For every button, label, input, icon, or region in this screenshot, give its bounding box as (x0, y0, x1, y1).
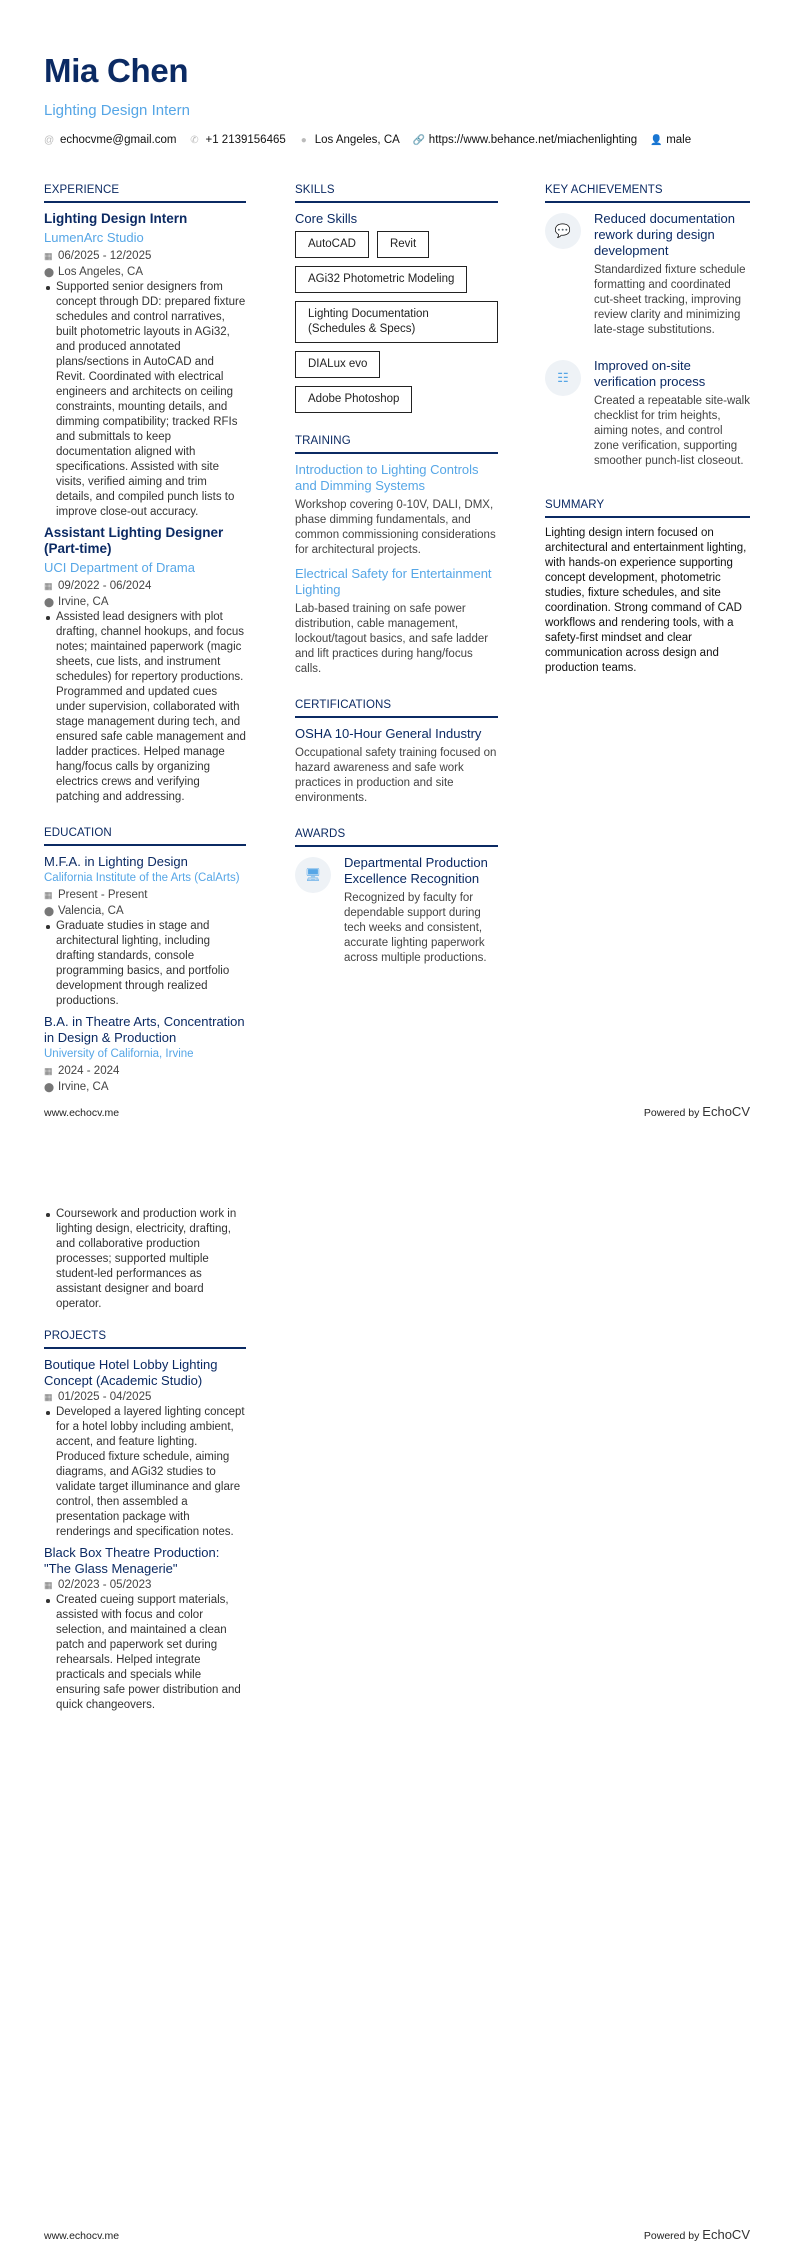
location-icon: ⬤ (44, 1082, 55, 1092)
phone-text: +1 2139156465 (205, 134, 286, 146)
training-title: Introduction to Lighting Controls and Dimming Systems (295, 462, 479, 493)
dates (44, 887, 246, 903)
skill-tags (295, 231, 498, 413)
achievement-desc: Created a repeatable site-walk checklist for trim heights, aiming notes, and control zone verification, supporting smoother punch-list closeout. (594, 395, 750, 467)
bullet: Supported senior designers from concept through DD: prepared fixture schedules and control narratives, built photometric layouts in AGi32, and produced annotated plans/sections in AutoCAD and Revit. Coordinated with electrical engineers and architects on ceiling constraints, mounting details, and dimming compatibility; tracked RFIs and submittals to keep documentation aligned with specifications. Assisted with site visits, verified aiming and trim details, and compiled punch lists to improve close-out accuracy. (44, 280, 246, 520)
training-desc: Lab-based training on safe power distribution, cable management, lockout/tagout basics, and safe ladder and lift practices during hang/focus calls. (295, 603, 489, 675)
bullet: Assisted lead designers with plot drafting, channel hookups, and focus notes; maintained paperwork (magic sheets, cue lists, and instrument schedules) for repertory productions. Programmed and updated cues under supervision, collaborated with stage management during tech, and ensured safe cable management and ladder practices. Helped manage hang/focus calls by organizing electrics crews and verifying patching and addressing. (44, 610, 246, 805)
left-column (44, 1207, 246, 1735)
company: LumenArc Studio (44, 230, 144, 245)
location-text: Irvine, CA (58, 596, 109, 608)
section-heading: SUMMARY (545, 499, 750, 518)
skill-tag: Lighting Documentation (Schedules & Specs) (295, 301, 498, 343)
section-heading: TRAINING (295, 435, 498, 454)
achievement-title: Reduced documentation rework during design development (594, 211, 735, 258)
powered-text: Powered by (643, 1107, 700, 1119)
education-entry (44, 1014, 246, 1095)
chat-bubble-icon: 💬 (545, 213, 581, 249)
section-heading: AWARDS (295, 828, 498, 847)
powered-text: Powered by (643, 2230, 700, 2242)
dates-text: 01/2025 - 04/2025 (58, 1391, 152, 1403)
contact-phone[interactable] (190, 134, 286, 146)
education-entry (44, 854, 246, 1009)
summary-text: Lighting design intern focused on architectural and entertainment lighting, with hands-on experience supporting concept development, photometric studies, fixture schedules, and site coordination. Strong command of CAD workflows and rendering tools, with a safety-first mindset and clear communication across design and production teams. (545, 527, 747, 674)
job-title: Lighting Design Intern (44, 211, 188, 226)
email-text: echocvme@gmail.com (60, 134, 177, 146)
skill-tag: DIALux evo (295, 351, 380, 378)
project-entry (44, 1357, 246, 1540)
location-icon: ⬤ (44, 267, 55, 277)
user-icon: 👤 (650, 134, 663, 146)
location-text: Los Angeles, CA (58, 266, 144, 278)
summary-section (545, 499, 750, 676)
certifications-section (295, 699, 498, 806)
award-item (295, 855, 498, 974)
achievement-title: Improved on-site verification process (594, 358, 706, 389)
experience-entry (44, 525, 246, 805)
achievement-desc: Standardized fixture schedule formatting and coordinated cut-sheet tracking, improving review clarity and minimizing late-stage substitutions. (594, 264, 746, 336)
gender-text: male (666, 134, 692, 146)
school: California Institute of the Arts (CalArts) (44, 872, 240, 884)
left-column (44, 184, 246, 1117)
bullet: Coursework and production work in lighting design, electricity, drafting, and collaborative production processes; supported multiple student-led performances as assistant designer and board operator. (44, 1207, 246, 1312)
experience-section (44, 184, 246, 805)
bullet: Developed a layered lighting concept for a hotel lobby including ambient, accent, and feature lighting. Produced fixture schedule, aiming diagrams, and AGi32 studies to validate target illuminance and glare control, then assembled a presentation package with renderings and specification notes. (44, 1405, 246, 1540)
contact-gender (650, 134, 691, 146)
location-icon: ⬤ (44, 597, 55, 607)
calendar-icon: ▦ (44, 1392, 53, 1402)
contact-link[interactable] (413, 134, 637, 146)
footer-site[interactable]: www.echocv.me (44, 1107, 120, 1119)
monitor-icon: 🖥 (295, 857, 331, 893)
dates (44, 578, 246, 594)
candidate-title: Lighting Design Intern (44, 102, 190, 119)
location-icon: ⬤ (44, 906, 55, 916)
awards-section (295, 828, 498, 974)
section-heading: KEY ACHIEVEMENTS (545, 184, 750, 203)
achievements-section (545, 184, 750, 477)
location-text: Valencia, CA (58, 905, 124, 917)
skill-tag: AutoCAD (295, 231, 369, 258)
calendar-icon: ▦ (44, 251, 53, 261)
at-icon: @ (44, 134, 55, 146)
location (44, 903, 246, 919)
contact-email[interactable] (44, 134, 177, 146)
bullet: Created cueing support materials, assisted with focus and color selection, and maintained a clean patch and paperwork set during rehearsals. Helped integrate practicals and specials while ensuring safe power distribution and quick changeovers. (44, 1593, 246, 1713)
contact-bar (44, 134, 691, 146)
phone-icon: ✆ (190, 134, 199, 146)
experience-entry (44, 211, 246, 520)
middle-column (295, 184, 498, 996)
certification-desc: Occupational safety training focused on hazard awareness and safe work practices in production and site environments. (295, 747, 497, 804)
dates (44, 1389, 246, 1405)
company: UCI Department of Drama (44, 560, 195, 575)
project-title: Boutique Hotel Lobby Lighting Concept (Academic Studio) (44, 1357, 218, 1388)
dates-text: 2024 - 2024 (58, 1065, 120, 1077)
skill-group-title: Core Skills (295, 211, 358, 226)
skill-tag: AGi32 Photometric Modeling (295, 266, 467, 293)
page-footer (44, 1104, 750, 1119)
dates-text: 09/2022 - 06/2024 (58, 580, 152, 592)
skills-section (295, 184, 498, 413)
candidate-name: Mia Chen (44, 52, 189, 89)
training-title: Electrical Safety for Entertainment Lighting (295, 566, 492, 597)
link-text: https://www.behance.net/miachenlighting (428, 134, 638, 146)
dates (44, 248, 246, 264)
job-title: Assistant Lighting Designer (Part-time) (44, 525, 224, 556)
section-heading: PROJECTS (44, 1330, 246, 1349)
resume-page-2 (0, 1123, 794, 2246)
footer-site[interactable]: www.echocv.me (44, 2230, 120, 2242)
degree: B.A. in Theatre Arts, Concentration in Design & Production (44, 1014, 245, 1045)
project-entry (44, 1545, 246, 1713)
training-desc: Workshop covering 0-10V, DALI, DMX, phase dimming fundamentals, and common commissioning considerations for architectural projects. (295, 499, 496, 556)
location-icon: ● (300, 134, 307, 146)
footer-powered (644, 2227, 750, 2242)
footer-powered (644, 1104, 750, 1119)
location-text: Los Angeles, CA (314, 134, 400, 146)
award-desc: Recognized by faculty for dependable support during tech weeks and consistent, accurate lighting paperwork across multiple productions. (344, 892, 487, 964)
section-heading: SKILLS (295, 184, 498, 203)
section-heading: CERTIFICATIONS (295, 699, 498, 718)
training-section (295, 435, 498, 677)
award-title: Departmental Production Excellence Recognition (344, 855, 488, 886)
projects-section (44, 1330, 246, 1713)
certification-title: OSHA 10-Hour General Industry (295, 726, 482, 741)
project-title: Black Box Theatre Production: "The Glass Menagerie" (44, 1545, 220, 1576)
brand-text: EchoCV (702, 2227, 750, 2242)
skill-tag: Adobe Photoshop (295, 386, 412, 413)
school: University of California, Irvine (44, 1048, 194, 1060)
section-heading: EDUCATION (44, 827, 246, 846)
bullet: Graduate studies in stage and architectural lighting, including drafting standards, console programming basics, and portfolio development through realized productions. (44, 919, 246, 1009)
calendar-icon: ▦ (44, 581, 53, 591)
contact-location (299, 134, 400, 146)
calendar-icon: ▦ (44, 890, 53, 900)
dates (44, 1577, 246, 1593)
achievement-item (545, 211, 750, 346)
calendar-icon: ▦ (44, 1066, 53, 1076)
sliders-icon: ☷ (545, 360, 581, 396)
achievement-item (545, 358, 750, 477)
dates-text: 02/2023 - 05/2023 (58, 1579, 152, 1591)
page-footer (44, 2227, 750, 2242)
dates-text: Present - Present (58, 889, 148, 901)
dates-text: 06/2025 - 12/2025 (58, 250, 152, 262)
brand-text: EchoCV (702, 1104, 750, 1119)
location-text: Irvine, CA (58, 1081, 109, 1093)
education-section (44, 827, 246, 1095)
section-heading: EXPERIENCE (44, 184, 246, 203)
degree: M.F.A. in Lighting Design (44, 854, 188, 869)
location (44, 264, 246, 280)
location (44, 594, 246, 610)
right-column (545, 184, 750, 698)
dates (44, 1063, 246, 1079)
calendar-icon: ▦ (44, 1580, 53, 1590)
link-icon: 🔗 (412, 134, 426, 146)
location (44, 1079, 246, 1095)
skill-tag: Revit (377, 231, 429, 258)
